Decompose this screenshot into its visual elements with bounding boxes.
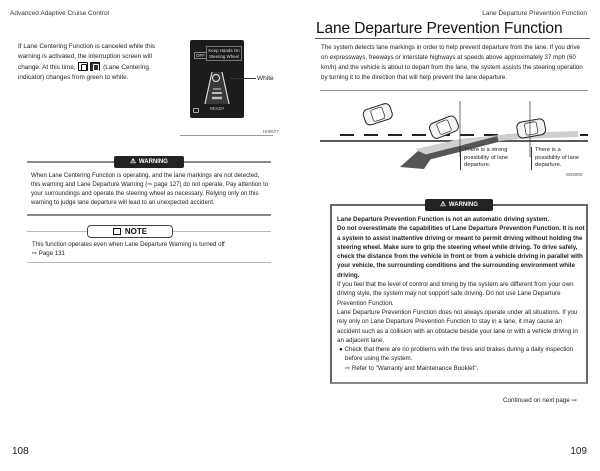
page-title: Lane Departure Prevention Function bbox=[316, 20, 563, 37]
header-left: Advanced Adaptive Cruise Control bbox=[10, 10, 110, 17]
note-text bbox=[32, 241, 268, 258]
left-intro-part1: If Lane Centering Function is canceled while this warning is activated, the interruption screen will change. At this time, bbox=[18, 43, 156, 71]
warning-bold-2: Do not overestimate the capabilities of Lane Departure Prevention Function. It is not a system to assist inattentive driving or meant to permit driving without holding the steering wheel. Make sure to grip the steering wheel while driving. To drive safely, check the distance from the vehicle in front or from a vehicle driving in parallel with your vehicle, the surrounding conditions and the surrounding environment while driving. bbox=[337, 225, 585, 279]
note-page-link[interactable]: ⇨ Page 131 bbox=[32, 249, 65, 257]
right-intro: The system detects lane markings in order to help prevent departure from the lane. If you drive on expressways, freeways or interstate highways at speeds above approximately 37 mph (60 km/h) and the vehicle is about to depart from the lane, the system assists the steering operation by turning it to the direction that will help prevent the lane departure. bbox=[321, 44, 583, 81]
figure-id-right: SD8080 bbox=[566, 172, 583, 177]
continued-next-page: Continued on next page ⇨ bbox=[503, 397, 577, 404]
callout-line bbox=[230, 78, 256, 79]
left-intro-part2: (Lane Centering indicator) changes from green to white. bbox=[18, 64, 149, 81]
steering-wheel-icon bbox=[212, 74, 220, 82]
warning-bold-1: Lane Departure Prevention Function is not an automatic driving system. bbox=[337, 216, 550, 223]
dashboard-display bbox=[190, 40, 244, 118]
warning-triangle-icon: ⚠ bbox=[440, 201, 446, 208]
interruption-message: Keep Hands On Steering Wheel bbox=[206, 46, 242, 61]
off-indicator: OFF bbox=[196, 53, 205, 58]
caption-possibility: There is a possibility of lane departure. bbox=[531, 147, 586, 170]
page-number-right: 109 bbox=[570, 446, 587, 457]
page-number-left: 108 bbox=[12, 446, 29, 457]
warning-triangle-icon: ⚠ bbox=[130, 158, 136, 165]
note-box bbox=[27, 227, 271, 263]
note-line1: This function operates even when Lane Departure Warning is turned off bbox=[32, 241, 225, 248]
title-divider bbox=[315, 38, 590, 39]
left-intro bbox=[18, 42, 166, 83]
note-label: NOTE bbox=[124, 227, 148, 236]
warning-label-right: WARNING bbox=[448, 202, 478, 208]
left-warning-box bbox=[27, 158, 271, 216]
lane-centering-indicator-icon bbox=[78, 62, 88, 71]
warning-bullet: ● Check that there are no problems with the tires and brakes during a daily inspection before using the system. bbox=[339, 346, 574, 363]
warning-heading bbox=[114, 156, 184, 168]
warning-para-2: Lane Departure Prevention Function does not always operate under all situations. If you rely only on Lane Departure Prevention Function to stay in a lane, it may cause an accident such as a collision with an obstacle beside your lane or with a vehicle driving in an adjacent lane. bbox=[337, 308, 578, 344]
callout-white: White bbox=[257, 75, 274, 82]
header-right: Lane Departure Prevention Function bbox=[482, 10, 587, 17]
ready-label: READY bbox=[210, 106, 225, 111]
right-warning-box bbox=[330, 201, 588, 384]
lane-centering-indicator-white-icon bbox=[90, 62, 100, 71]
note-heading bbox=[87, 225, 173, 238]
caption-strong-possibility: There is a strong possibility of lane departure. bbox=[460, 147, 520, 170]
figure-id-left: H00677 bbox=[263, 129, 279, 134]
right-warning-text bbox=[337, 215, 585, 373]
warning-reference-link[interactable]: ⇨ Refer to "Warranty and Maintenance Booklet". bbox=[345, 364, 479, 372]
warning-para-1: If you feel that the level of control and timing by the system are different from your own driving style, the system may not support safe driving. Do not use Lane Departure Prevention Function. bbox=[337, 281, 574, 307]
warning-heading-right bbox=[425, 199, 493, 211]
left-warning-text: When Lane Centering Function is operating, and the lane markings are not detected, this warning and Lane Departure Warning (⇨ page 127) do not operate. Pay attention to your surroundings and operate the steering wheel as necessary. Relying only on this warning to judge lane departure will lead to an unexpected accident. bbox=[31, 172, 269, 206]
vehicle-status-icon bbox=[193, 108, 199, 113]
warning-label: WARNING bbox=[138, 159, 168, 165]
note-icon bbox=[113, 228, 121, 235]
